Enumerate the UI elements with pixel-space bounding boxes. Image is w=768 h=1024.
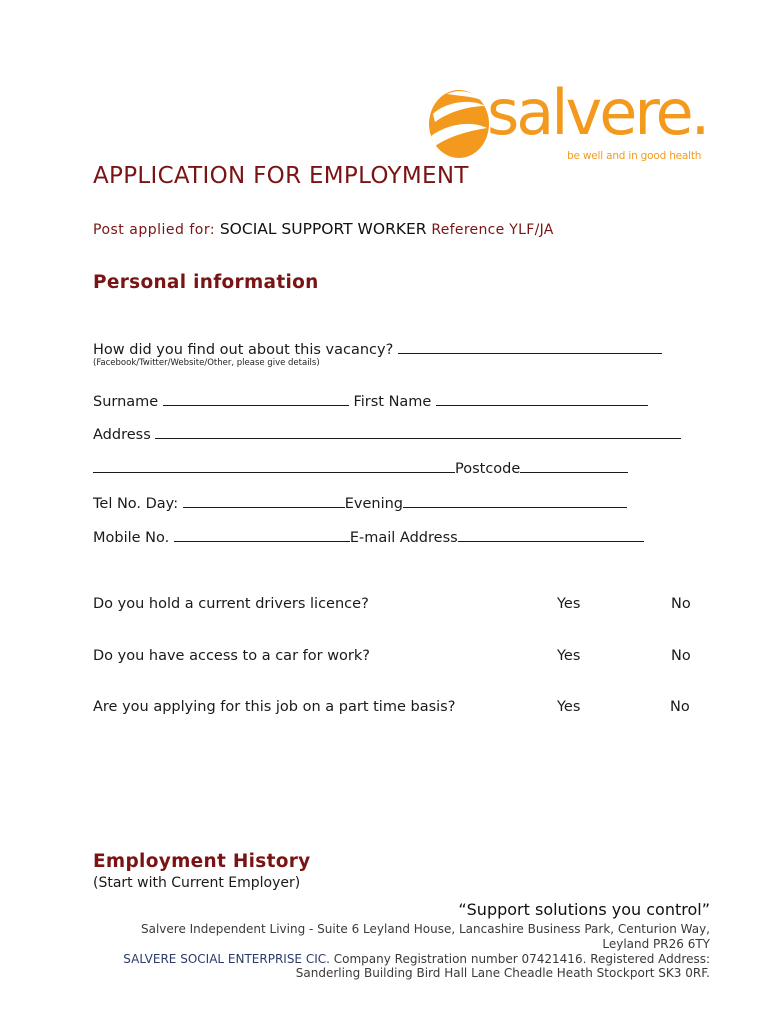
logo-tagline: be well and in good health <box>567 150 702 162</box>
vacancy-field <box>93 341 662 358</box>
surname-input-line[interactable] <box>163 393 349 406</box>
tel-day-input-line[interactable] <box>183 495 345 508</box>
address-input-line[interactable] <box>155 426 681 439</box>
salvere-logo <box>425 78 725 170</box>
evening-input-line[interactable] <box>403 495 627 508</box>
mobile-row <box>93 529 644 546</box>
post-applied-label: Post applied for: <box>93 222 216 238</box>
postcode-row <box>93 460 628 477</box>
tel-day-label: Tel No. Day: <box>93 496 179 512</box>
footer-org-name: SALVERE SOCIAL ENTERPRISE CIC. <box>123 952 330 966</box>
vacancy-question-label: How did you find out about this vacancy? <box>93 342 394 358</box>
mobile-label: Mobile No. <box>93 530 170 546</box>
footer-address-line2: Leyland PR26 6TY <box>602 937 710 951</box>
post-applied-row <box>93 220 554 238</box>
post-reference: Reference YLF/JA <box>431 222 554 238</box>
footer-registration-text: Company Registration number 07421416. Registered Address: <box>329 952 710 966</box>
email-label: E-mail Address <box>349 530 458 546</box>
footer-registration <box>123 952 710 966</box>
question-drivers-licence: Do you hold a current drivers licence? <box>93 596 369 612</box>
footer-address-line1: Salvere Independent Living - Suite 6 Leyland House, Lancashire Business Park, Centurion Way, <box>140 922 710 936</box>
first-name-label: First Name <box>353 394 432 410</box>
first-name-input-line[interactable] <box>436 393 648 406</box>
drivers-licence-yes-option[interactable]: Yes <box>557 596 581 612</box>
footer-quote: “Support solutions you control” <box>458 900 710 919</box>
vacancy-input-line[interactable] <box>398 341 662 354</box>
section-personal-information: Personal information <box>93 272 319 293</box>
employment-history-note: (Start with Current Employer) <box>93 875 301 891</box>
drivers-licence-no-option[interactable]: No <box>671 596 691 612</box>
surname-label: Surname <box>93 394 159 410</box>
car-access-yes-option[interactable]: Yes <box>557 648 581 664</box>
evening-label: Evening <box>344 496 403 512</box>
postcode-input-line[interactable] <box>520 460 628 473</box>
question-car-access: Do you have access to a car for work? <box>93 648 370 664</box>
car-access-no-option[interactable]: No <box>671 648 691 664</box>
logo-wordmark: salvere. <box>487 76 708 149</box>
part-time-yes-option[interactable]: Yes <box>557 699 581 715</box>
section-employment-history: Employment History <box>93 851 311 872</box>
page-title: APPLICATION FOR EMPLOYMENT <box>93 163 469 189</box>
address-label: Address <box>93 427 151 443</box>
email-input-line[interactable] <box>458 529 644 542</box>
question-part-time: Are you applying for this job on a part time basis? <box>93 699 456 715</box>
postcode-label: Postcode <box>455 461 521 477</box>
mobile-input-line[interactable] <box>174 529 350 542</box>
name-row <box>93 393 648 410</box>
post-applied-value: SOCIAL SUPPORT WORKER <box>219 220 427 238</box>
tel-row <box>93 495 627 512</box>
footer-registered-address: Sanderling Building Bird Hall Lane Cheadle Heath Stockport SK3 0RF. <box>295 966 710 980</box>
salvere-swirl-icon <box>425 84 491 164</box>
address-line2-input-line[interactable] <box>93 460 455 473</box>
address-row <box>93 426 681 443</box>
part-time-no-option[interactable]: No <box>670 699 690 715</box>
vacancy-hint: (Facebook/Twitter/Website/Other, please give details) <box>93 358 320 368</box>
